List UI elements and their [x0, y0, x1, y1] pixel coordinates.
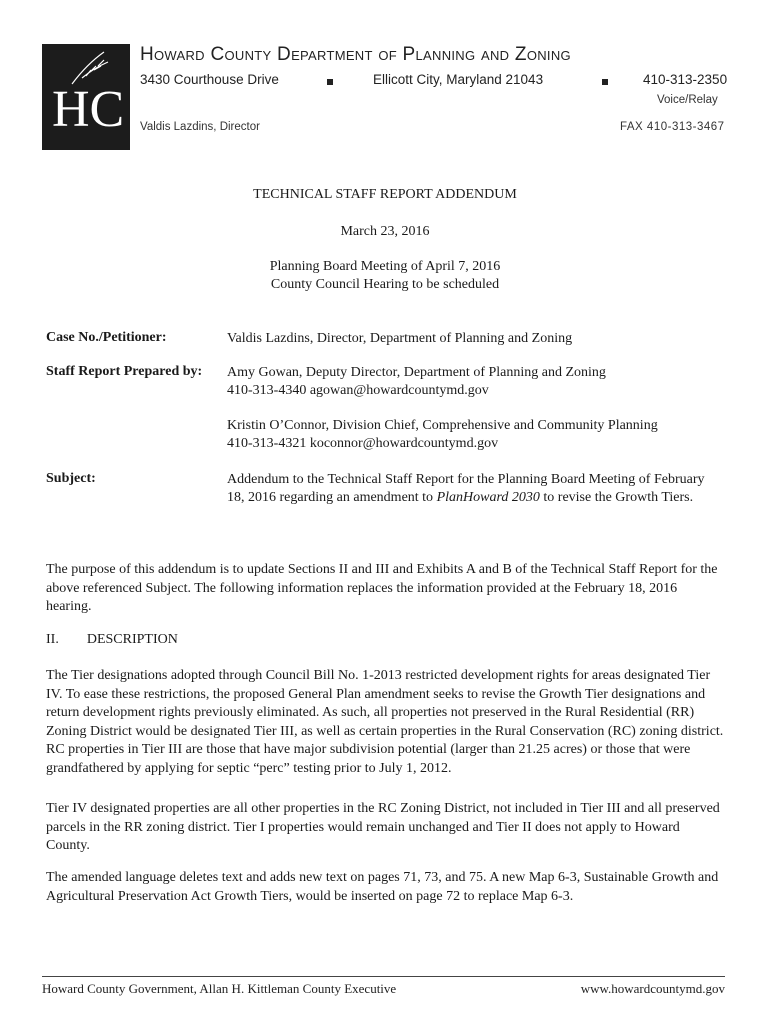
- separator-bullet: [327, 79, 333, 85]
- city: Ellicott City, Maryland 21043: [373, 72, 544, 87]
- address: 3430 Courthouse Drive: [140, 72, 279, 87]
- subject-value: Addendum to the Technical Staff Report for the Planning Board Meeting of February 18, 2016 regarding an amendment to PlanHoward 2030 to revise the Growth Tiers.: [227, 472, 705, 505]
- logo-letters: HC: [52, 81, 125, 138]
- county-logo: [42, 44, 130, 150]
- voice-relay: Voice/Relay: [657, 94, 718, 106]
- footer-government: Howard County Government, Allan H. Kittleman County Executive: [42, 981, 397, 996]
- director: Valdis Lazdins, Director: [140, 121, 260, 133]
- phone: 410-313-2350: [643, 72, 728, 87]
- separator-bullet: [602, 79, 608, 85]
- report-date: March 23, 2016: [340, 224, 430, 239]
- description-paragraph-3: The amended language deletes text and adds new text on pages 71, 73, and 75. A new Map 6-3, Sustainable Growth and Agricultural Preservation Act Growth Tiers, would be inserted on page 72 to replace Map 6-3.: [46, 870, 719, 904]
- fax: FAX 410-313-3467: [620, 121, 725, 133]
- footer-divider: [42, 976, 725, 977]
- footer-website[interactable]: www.howardcountymd.gov: [580, 981, 725, 996]
- report-title: TECHNICAL STAFF REPORT ADDENDUM: [253, 187, 517, 202]
- purpose-paragraph: The purpose of this addendum is to update Sections II and III and Exhibits A and B of the Technical Staff Report for the above referenced Subject. The following information replaces the information provided at the February 18, 2016 hearing.: [46, 562, 718, 614]
- preparer-2-name: Kristin O’Connor, Division Chief, Comprehensive and Community Planning: [227, 418, 658, 433]
- meeting-date: Planning Board Meeting of April 7, 2016: [269, 259, 501, 274]
- preparer-1-name: Amy Gowan, Deputy Director, Department of Planning and Zoning: [227, 365, 606, 380]
- subject-label: Subject:: [46, 471, 96, 486]
- section-title: DESCRIPTION: [86, 632, 178, 647]
- hearing-note: County Council Hearing to be scheduled: [270, 277, 500, 292]
- section-number: II.: [46, 632, 59, 647]
- preparer-1-contact: 410-313-4340 agowan@howardcountymd.gov: [227, 383, 489, 398]
- section-heading: [46, 631, 178, 650]
- prepared-label: Staff Report Prepared by:: [46, 364, 203, 379]
- case-label: Case No./Petitioner:: [46, 330, 167, 345]
- case-value: Valdis Lazdins, Director, Department of Planning and Zoning: [227, 331, 573, 346]
- description-paragraph-2: Tier IV designated properties are all other properties in the RC Zoning District, not included in Tier III and all preserved parcels in the RR zoning district. Tier I properties would remain unchanged and Tier II does not apply to Howard County.: [46, 801, 720, 853]
- description-paragraph-1: The Tier designations adopted through Council Bill No. 1-2013 restricted development rights for areas designated Tier IV. To ease these restrictions, the proposed General Plan amendment seeks to revise the Growth Tier designations and return development rights previously eliminated. As such, all properties not preserved in the Rural Residential (RR) Zoning District would be designated Tier III, as well as certain properties in the Rural Conservation (RC) zoning district. RC properties in Tier III are those that have major subdivision potential (larger than 21.25 acres) or those that were grandfathered by applying for septic “perc” testing prior to July 1, 2012.: [46, 668, 724, 776]
- plan-name: PlanHoward 2030: [436, 490, 540, 505]
- department-name: Howard County Department of Planning and Zoning: [140, 44, 571, 65]
- preparer-2-contact: 410-313-4321 koconnor@howardcountymd.gov: [227, 436, 499, 451]
